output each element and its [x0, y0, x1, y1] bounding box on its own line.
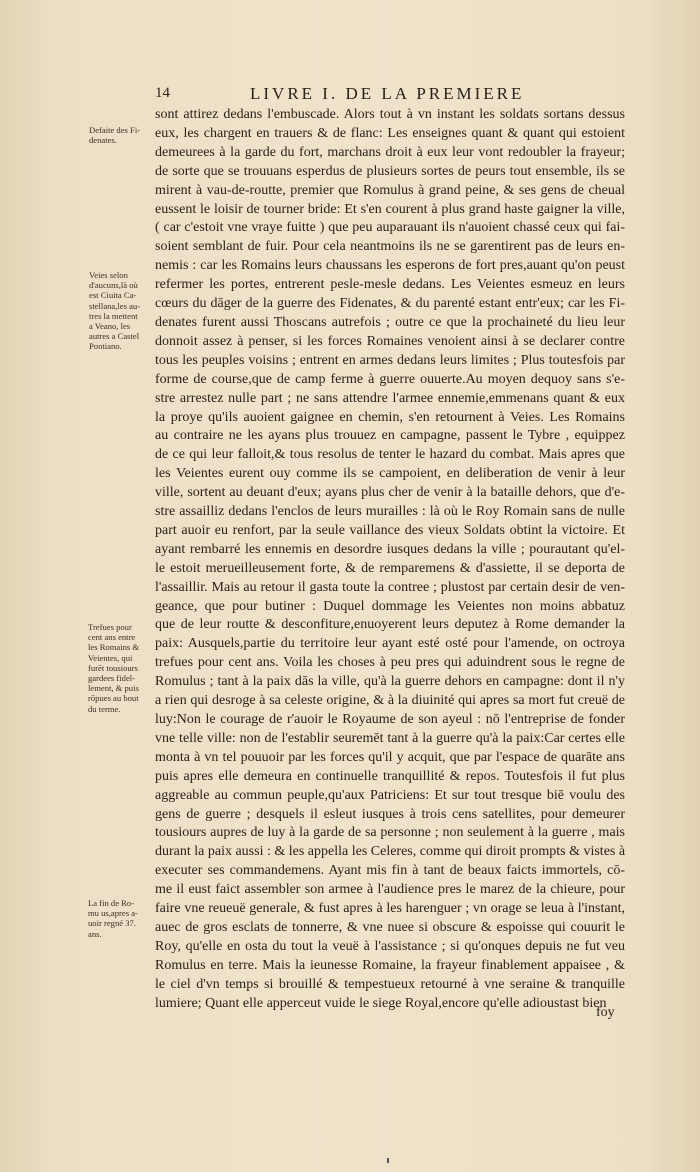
text-line: donnoit assez à penser, si les forces Romaines venoient ainsi à se declarer contre	[155, 333, 625, 349]
text-line: de sorte que se trouuans esperdus de plusieurs sortes de peurs tout ensemble, ils se	[155, 163, 625, 179]
text-line: mirent à vau-de-routte, premier que Romulus à grand peine, & ses gens de cheual	[155, 182, 625, 198]
text-line: eux, les chargent en trauers & de flanc: Les enseignes quant & quant qui estoient	[155, 125, 625, 141]
text-line: au contraire ne les ayans plus trouuez en campagne, passent le Tybre , equippez	[155, 428, 625, 444]
margin-note-text: Trefues pour cent ans entre les Romains & Veientes, qui furēt tousiours gardees fidel- lement, & puis rōpues au bout du terme.	[88, 622, 140, 714]
text-line: tous les peuples voisins ; entrent en armes dedans leurs limites ; Plus toutesfois par	[155, 352, 625, 368]
text-line: geance, que pour butiner : Duquel dommage les Veientes non moins abbatuz	[155, 598, 625, 614]
margin-note-fin-romulus	[88, 898, 152, 939]
text-line: refermer les portes, entrerent pesle-mesle dedans. Les Veientes esmeuz en leurs	[155, 277, 625, 293]
text-line: auec de gros esclats de tonnerre, & vne nuee si obscure & espoisse qui couurit le	[155, 919, 625, 935]
text-line: sont attirez dedans l'embuscade. Alors tout à vn instant les soldats sortans dessus	[155, 107, 625, 122]
catchword: foy	[596, 1005, 615, 1020]
margin-note-trefues	[88, 622, 152, 714]
text-line: a rien qui desroge à sa celeste origine, & à la diuinité qui apres sa mort fut creuë de	[155, 693, 625, 709]
text-line: forme de course,que de camp ferme à guerre ouuerte.Au moyen dequoy sans s'e-	[155, 371, 625, 387]
text-line: luy:Non le courage de r'auoir le Royaume de son ayeul : nō l'entreprise de fonder	[155, 712, 625, 727]
text-line: paix: Ausquels,partie du territoire leur ayant esté osté pour l'amende, on octroya	[155, 636, 625, 652]
text-line: denates furent aussi Thoscans autrefois ; outre ce que la prochaineté du lieu leur	[155, 314, 625, 330]
text-line: stre assailliz dedans l'enclos de leurs murailles : là où le Roy Romain sans de nulle	[155, 504, 625, 520]
printer-mark	[387, 1158, 389, 1163]
text-line: ville, sortent au deuant d'eux; ayans plus cher de venir à la bataille dehors, que d'e-	[155, 485, 625, 501]
text-line: le ciel d'vn temps si brouillé & tempestueux retourné à vne seraine & tranquille	[155, 976, 625, 992]
text-line: lumiere; Quant elle apperceut vuide le siege Royal,encore qu'elle adioustast bien	[155, 995, 607, 1011]
text-line: eussent le loisir de tourner bride: Et s'en courent à plus grand haste gaigner la ville,	[155, 201, 625, 217]
running-title: LIVRE I. DE LA PREMIERE	[250, 84, 525, 103]
text-line: vne telle ville: non de l'establir seuremēt tant à la guerre qu'à la paix:Car certes elle	[155, 730, 625, 746]
text-line: gens de guerre ; desquels il esleut iusques à trois cens satellites, pour demeurer	[155, 806, 625, 822]
text-line: executer ses commandemens. Ayant mis fin à tant de beaux faicts immortels, cō-	[155, 863, 625, 879]
text-line: monta à vn tel pouuoir par les forces qu'il y acquit, que par l'espace de quarāte ans	[155, 749, 625, 765]
margin-note-veies	[89, 270, 153, 352]
text-line: l'assaillir. Mais au retour il gasta toute la contree ; plustost par certain desir de ven-	[155, 579, 625, 595]
text-line: la proye qu'ils auoient gaignee en chemin, s'en retournent à Veies. Les Romains	[155, 409, 625, 425]
margin-note-fidenates	[89, 125, 151, 145]
text-line: Romulus en terre. Mais la ieunesse Romaine, la frayeur finablement appaisee , &	[155, 957, 625, 973]
text-line: de ce qui leur falloit,& tous resolus de tenter le hazard du combat. Mais apres que	[155, 447, 625, 463]
text-line: me il eust faict assembler son armee à l'audience pres le marez de la chieure, pour	[155, 882, 625, 898]
text-line: ayant rembarré les ennemis en desordre iusques dedans la ville ; pourautant qu'el-	[155, 541, 625, 557]
text-line: stre arrestez nulle part ; ne sans attendre l'armee ennemie,emmenans quant & eux	[155, 390, 625, 406]
text-line: demeurees à la garde du fort, marchans droit à eux leur vont redoubler la frayeur;	[155, 144, 625, 160]
text-line: faire vne reueuë generale, & fust apres à les harenguer ; vn orage se leua à l'instant,	[155, 901, 625, 917]
body-text	[155, 106, 625, 1014]
text-line: durant la paix aussi : & les appella les Celeres, comme qui diroit prompts & vistes à	[155, 844, 625, 860]
text-line: ( car c'estoit vne vraye fuitte ) que peu auparauant ils n'auoient chassé ceux qui fai-	[155, 220, 625, 236]
text-line: Roy, qu'elle en osta du tout la veuë à l'assistance ; si qu'onques depuis ne fut veu	[155, 938, 625, 954]
page-number: 14	[155, 85, 170, 101]
margin-note-text: Defaite des Fi- denates.	[89, 125, 141, 146]
text-line: que de leur routte & desconfiture,enuoyerent leurs deputez à Rome demander la	[155, 617, 625, 633]
text-line: soient semblant de fuir. Pour cela neantmoins ils ne se garentirent pas de leurs en-	[155, 239, 625, 255]
text-line: les Veientes eurent ouy comme ils se campoient, en deliberation de venir à leur	[155, 466, 625, 482]
text-line: tousiours aupres de luy à la garde de sa personne ; non seulement à la guerre , mais	[155, 825, 625, 841]
margin-note-text: La fin de Ro- mu us,apres a- uoir regné 37. ans.	[88, 898, 138, 939]
margin-note-text: Veies selon d'aucuns,là où est Ciuita Ca- stellana,les au- tres la mettent a Veano, les autres a Castel Pontiano.	[89, 270, 141, 352]
text-line: cœurs du dāger de la guerre des Fidenates, & du parenté estant entr'eux; car les Fi-	[155, 296, 625, 312]
text-line: aggreable au commun peuple,qu'aux Patriciens: Et sur tout tresque biē voulu des	[155, 787, 625, 803]
text-line: nemis : car les Romains leurs chaussans les esperons de fort pres,auant qu'on peust	[155, 258, 625, 274]
text-line: trefues pour cent ans. Voila les choses à peu pres qui aduindrent sous le regne de	[155, 655, 625, 671]
text-line: le estoit merueilleusement forte, & de remparemens & d'assiette, il se deporta de	[155, 560, 625, 576]
text-line: puis apres elle demeura en continuelle tranquillité & repos. Toutesfois il fut plus	[155, 768, 625, 784]
text-line: Romulus ; tant à la paix dās la ville, qu'à la guerre dehors en campagne: dont il n'y	[155, 674, 625, 690]
text-line: part auoir eu renfort, par la seule vaillance des vieux Soldats obtint la victoire. Et	[155, 522, 625, 538]
